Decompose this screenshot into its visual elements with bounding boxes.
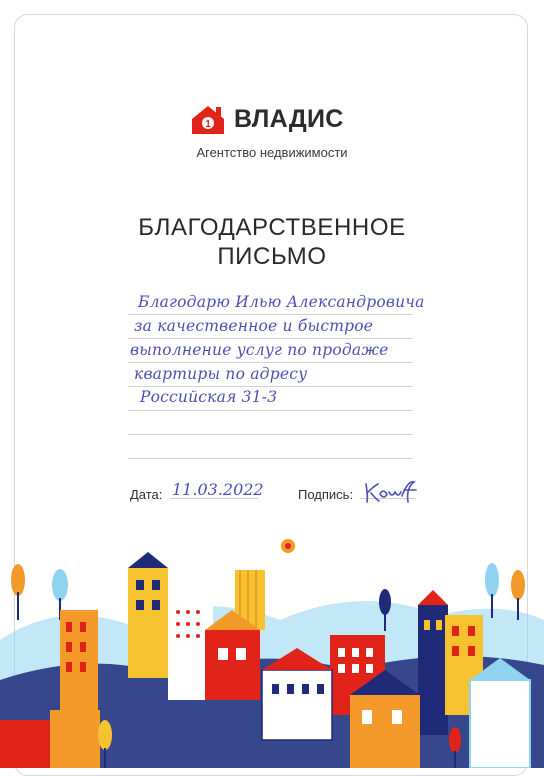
signature-label: Подпись: bbox=[298, 487, 354, 502]
tree-icon bbox=[11, 564, 25, 620]
logo-badge-digit: 1 bbox=[205, 119, 211, 130]
message-line: квартиры по адресу bbox=[134, 365, 308, 383]
writing-line bbox=[128, 410, 413, 411]
date-label: Дата: bbox=[130, 487, 163, 502]
brand-name: ВЛАДИС bbox=[234, 105, 344, 133]
message-line: Российская 31-3 bbox=[140, 388, 278, 406]
writing-line bbox=[128, 386, 413, 387]
message-line: Благодарю Илью Александровича bbox=[138, 293, 425, 311]
writing-line bbox=[128, 458, 413, 459]
brand-logo bbox=[190, 104, 360, 136]
letter-title-line-2: ПИСЬМО bbox=[217, 243, 327, 270]
writing-line bbox=[128, 434, 413, 435]
date-value: 11.03.2022 bbox=[172, 480, 264, 499]
writing-line bbox=[128, 338, 413, 339]
writing-line bbox=[128, 314, 413, 315]
city-illustration bbox=[0, 530, 544, 768]
message-line: выполнение услуг по продаже bbox=[130, 341, 389, 359]
letter-title-line-1: БЛАГОДАРСТВЕННОЕ bbox=[138, 214, 406, 241]
message-line: за качественное и быстрое bbox=[134, 317, 374, 335]
writing-line bbox=[128, 362, 413, 363]
tagline: Агентство недвижимости bbox=[196, 145, 348, 160]
house-logo-icon bbox=[190, 104, 230, 136]
sun-icon bbox=[281, 539, 295, 553]
handwritten-signature bbox=[362, 476, 418, 506]
